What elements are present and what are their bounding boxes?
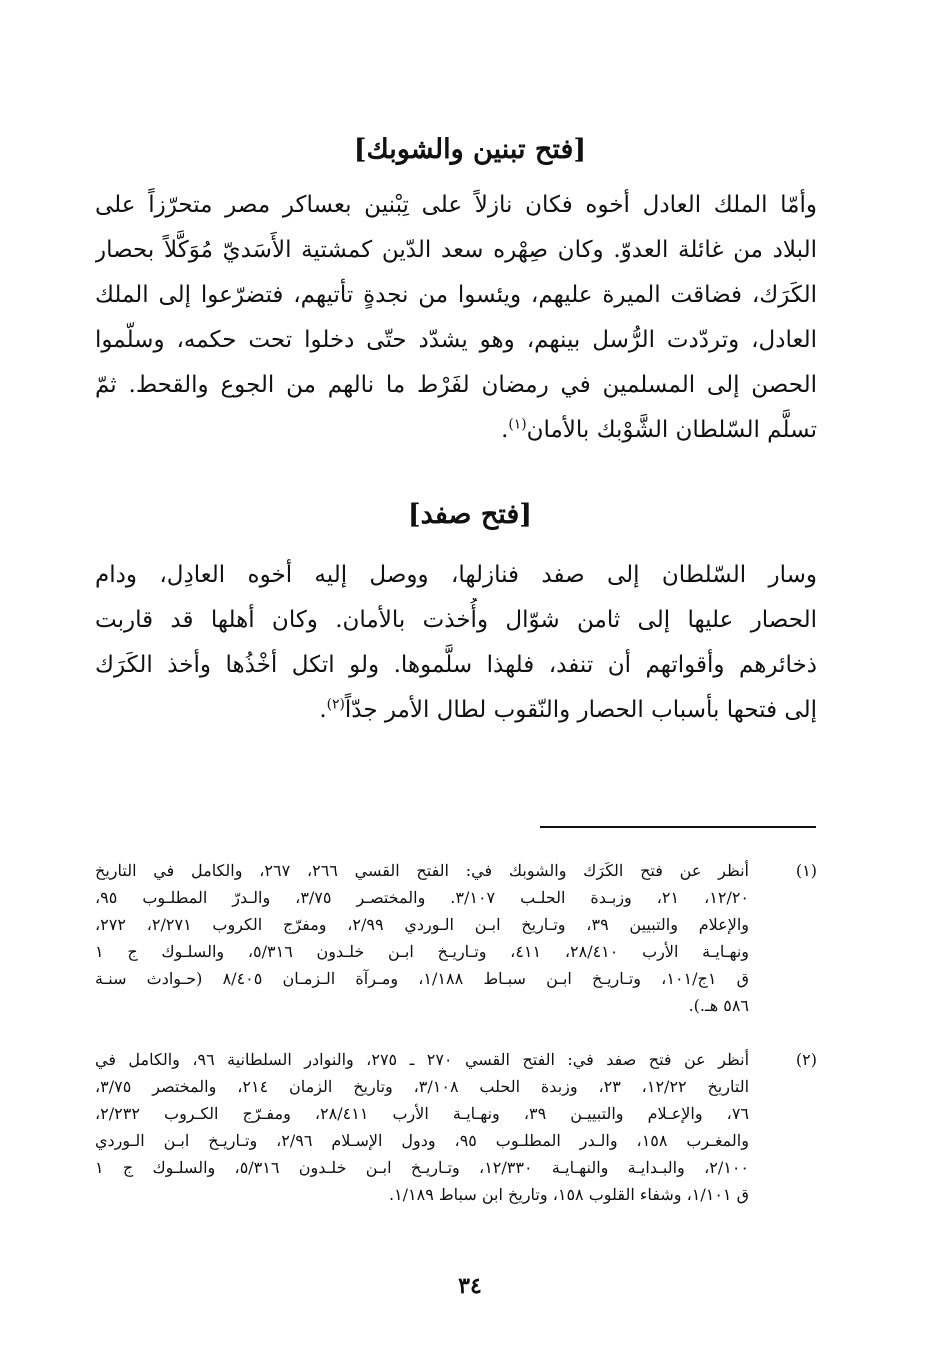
footnote-body	[95, 1046, 749, 1208]
footnote-body	[95, 857, 749, 1019]
footnote-2	[95, 1046, 817, 1208]
section-heading-tibnin-shawbak: [فتح تبنين والشوبك]	[353, 134, 587, 165]
footnote-number: (٢)	[795, 1050, 817, 1069]
footnote-line: ١٢/٢٠، ٢١، وزبـدة الحلـب ٣/١٠٧. والمختصـر ٣/٧٥، والـدرّ المطلـوب ٩٥،	[95, 888, 749, 907]
footnote-number: (١)	[795, 861, 817, 880]
footnote-reference-2[interactable]: (٢)	[326, 696, 345, 713]
paragraph-line: الحصن إلى المسلمين في رمضان لفَرْط ما نالهم من الجوع والقحط. ثمّ	[95, 372, 817, 398]
sentence-end: .	[501, 417, 509, 443]
footnote-line: ونهـايـة الأرب ٢٨/٤١٠، ٤١١، وتـاريـخ ابـن خلـدون ٥/٣١٦، والسلـوك ج ١	[95, 942, 749, 961]
paragraph-line: ذخائرهم وأقواتهم أن تنفد، فلهذا سلَّموها. ولو اتكل أخْذُها وأخذ الكَرَك	[95, 652, 817, 678]
footnote-line: ق ١ج/١٠١، وتـاريـخ ابـن سبـاط ١/١٨٨، ومـرآة الـزمـان ٨/٤٠٥ (حـوادث سنـة	[95, 969, 749, 988]
paragraph-line: الحصار عليها إلى ثامن شوّال وأُخذت بالأمان. وكان أهلها قد قاربت	[95, 607, 817, 633]
paragraph-safad	[95, 553, 817, 733]
footnote-reference-1[interactable]: (١)	[508, 416, 527, 433]
paragraph-line: وسار السّلطان إلى صفد فنازلها، ووصل إليه أخوه العادِل، ودام	[95, 562, 817, 588]
footnote-line: أنظر عن فتح الكَرَك والشوبك في: الفتح القسي ٢٦٦، ٢٦٧، والكامل في التاريخ	[95, 861, 749, 880]
footnote-line: والإعلام والتبيين ٣٩، وتـاريخ ابـن الـوردي ٢/٩٩، ومفرّج الكروب ٢/٢٧١، ٢٧٢،	[95, 915, 749, 934]
sentence-end: .	[319, 697, 327, 723]
footnote-line: ٢/١٠٠، والبـدايـة والنهـايـة ١٢/٣٣٠، وتـاريـخ ابـن خلـدون ٥/٣١٦، والسلـوك ج ١	[95, 1158, 749, 1177]
footnote-line: ٥٨٦ هـ.).	[688, 996, 749, 1015]
section-heading-safad: [فتح صفد]	[407, 499, 533, 530]
footnote-line: ٧٦، والإعـلام والتبييـن ٣٩، ونهـايـة الأرب ٢٨/٤١١، ومفـرّج الكـروب ٢/٢٣٢،	[95, 1104, 749, 1123]
footnote-line: أنظر عن فتح صفد في: الفتح القسي ٢٧٠ ـ ٢٧٥، والنوادر السلطانية ٩٦، والكامل في	[95, 1050, 749, 1069]
paragraph-line-last	[95, 408, 817, 453]
footnote-separator	[540, 826, 816, 828]
footnote-line: التاريخ ١٢/٢٢، ٢٣، وزبدة الحلب ٣/١٠٨، وتاريخ الزمان ٢١٤، والمختصر ٣/٧٥،	[95, 1077, 749, 1096]
paragraph-tibnin-shawbak	[95, 183, 817, 453]
paragraph-line: العادل، وتردّدت الرُّسل بينهم، وهو يشدّد حتّى دخلوا تحت حكمه، وسلّموا	[95, 327, 817, 353]
paragraph-line-text: إلى فتحها بأسباب الحصار والنّقوب لطال الأمر جدّاً	[344, 697, 817, 723]
paragraph-line-last	[95, 688, 817, 733]
paragraph-line: البلاد من غائلة العدوّ. وكان صِهْره سعد الدّين كمشتية الأَسَديّ مُوَكَّلاً بحصار	[95, 237, 817, 263]
paragraph-line: وأمّا الملك العادل أخوه فكان نازلاً على تِبْنين بعساكر مصر متحرّزاً على	[95, 192, 817, 218]
paragraph-line: الكَرَك، فضاقت الميرة عليهم، ويئسوا من نجدةٍ تأتيهم، فتضرّعوا إلى الملك	[95, 282, 817, 308]
footnote-line: ق ١/١٠١، وشفاء القلوب ١٥٨، وتاريخ ابن سباط ١/١٨٩.	[388, 1185, 749, 1204]
footnote-1	[95, 857, 817, 1019]
paragraph-line-text: تسلَّم السّلطان الشَّوْبك بالأمان	[526, 417, 817, 443]
footnote-line: والمغـرب ١٥٨، والـدر المطلـوب ٩٥، ودول الإسـلام ٢/٩٦، وتـاريـخ ابـن الـوردي	[95, 1131, 749, 1150]
page-number: ٣٤	[458, 1273, 482, 1299]
